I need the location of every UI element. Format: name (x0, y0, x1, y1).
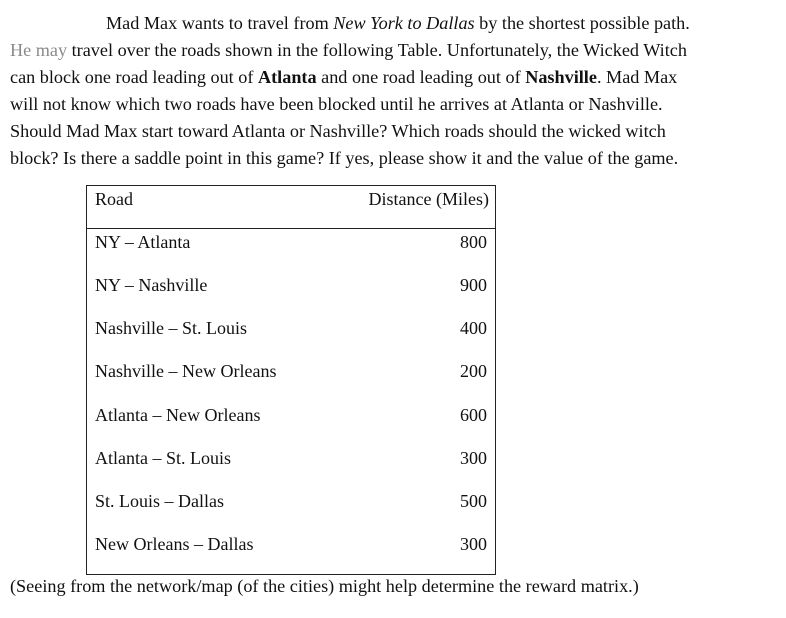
problem-text: block? Is there a saddle point in this game? If yes, please show it and the value of the game. (10, 148, 679, 168)
road-cell: NY – Atlanta (95, 232, 191, 252)
table-row (87, 359, 495, 402)
distance-cell: 800 (460, 232, 487, 252)
distance-cell: 500 (460, 491, 487, 511)
road-cell: New Orleans – Dallas (95, 534, 254, 554)
problem-text: travel over the roads shown in the following Table. Unfortunately, the Wicked Witch (67, 40, 687, 60)
problem-text: by the shortest possible path. (474, 13, 690, 33)
header-road: Road (95, 189, 133, 209)
footnote: (Seeing from the network/map (of the cities) might help determine the reward matrix.) (10, 576, 639, 596)
table-row (87, 316, 495, 359)
city-emphasis: Atlanta (257, 67, 317, 87)
route-emphasis: New York to Dallas (333, 13, 475, 33)
road-cell: NY – Nashville (95, 275, 208, 295)
problem-line-3 (10, 64, 780, 91)
problem-text: . Mad Max (596, 67, 678, 87)
problem-text: Should Mad Max start toward Atlanta or Nashville? Which roads should the wicked witch (10, 121, 666, 141)
road-cell: Nashville – St. Louis (95, 318, 247, 338)
table-row (87, 230, 495, 273)
header-distance: Distance (Miles) (368, 189, 489, 209)
table-row (87, 403, 495, 446)
road-cell: St. Louis – Dallas (95, 491, 224, 511)
distance-cell: 200 (460, 361, 487, 381)
distance-cell: 400 (460, 318, 487, 338)
distance-cell: 900 (460, 275, 487, 295)
problem-statement (10, 10, 780, 172)
city-emphasis: Nashville (525, 67, 597, 87)
problem-text: and one road leading out of (316, 67, 526, 87)
table-header (87, 186, 495, 229)
problem-text: Mad Max wants to travel from (106, 13, 334, 33)
table-row (87, 532, 495, 575)
problem-line-4 (10, 91, 780, 118)
road-cell: Atlanta – St. Louis (95, 448, 231, 468)
table-row (87, 489, 495, 532)
problem-line-2 (10, 37, 780, 64)
table-row (87, 446, 495, 489)
table-row (87, 273, 495, 316)
road-cell: Nashville – New Orleans (95, 361, 277, 381)
problem-text: will not know which two roads have been blocked until he arrives at Atlanta or Nashville. (10, 94, 663, 114)
road-cell: Atlanta – New Orleans (95, 405, 261, 425)
distance-cell: 600 (460, 405, 487, 425)
distance-cell: 300 (460, 534, 487, 554)
roads-table (86, 185, 496, 575)
problem-line-6 (10, 145, 780, 172)
distance-cell: 300 (460, 448, 487, 468)
problem-text: can block one road leading out of (10, 67, 258, 87)
problem-line-1 (10, 10, 780, 37)
problem-line-5 (10, 118, 780, 145)
problem-text: He may (10, 40, 68, 60)
